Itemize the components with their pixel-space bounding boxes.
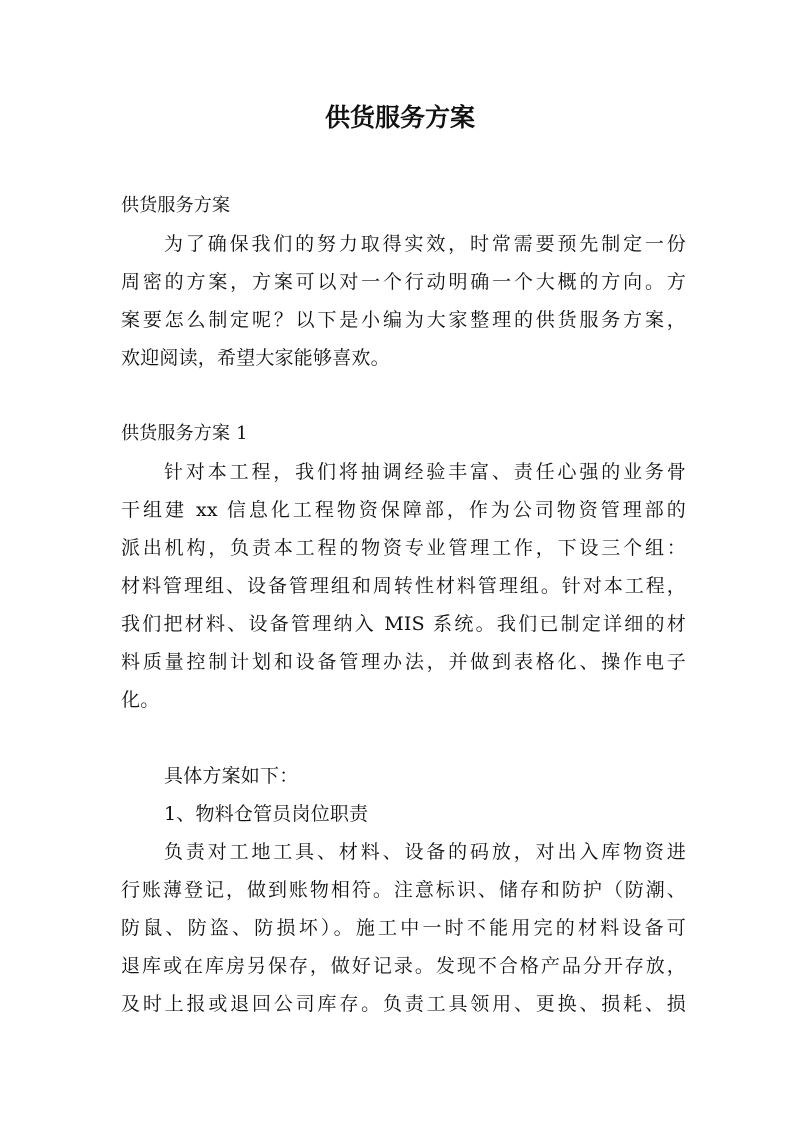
document-title: 供货服务方案 <box>324 103 475 132</box>
paragraph-line: 周密的方案，方案可以对一个行动明确一个大概的方向。方 <box>121 271 686 293</box>
intro-heading: 供货服务方案 <box>121 195 231 216</box>
paragraph-gap <box>121 377 686 415</box>
paragraph-line: 材料管理组、设备管理组和周转性材料管理组。针对本工程， <box>121 575 686 597</box>
paragraph-line: 退库或在库房另保存，做好记录。发现不合格产品分开存放， <box>121 955 686 977</box>
paragraph-line: 料质量控制计划和设备管理办法，并做到表格化、操作电子 <box>121 651 686 673</box>
paragraph-line: 为了确保我们的努力取得实效，时常需要预先制定一份 <box>164 233 686 255</box>
paragraph-line: 行账薄登记，做到账物相符。注意标识、储存和防护（防潮、 <box>121 879 686 901</box>
paragraph-line: 欢迎阅读，希望大家能够喜欢。 <box>121 347 390 369</box>
item-1-heading: 1、物料仓管员岗位职责 <box>164 803 369 825</box>
paragraph-line: 我们把材料、设备管理纳入 MIS 系统。我们已制定详细的材 <box>121 613 686 635</box>
document-body <box>121 187 686 1023</box>
paragraph-line: 针对本工程，我们将抽调经验丰富、责任心强的业务骨 <box>164 461 686 483</box>
section-1-paragraph <box>121 453 686 719</box>
intro-paragraph <box>121 225 686 377</box>
paragraph-line: 干组建 xx 信息化工程物资保障部，作为公司物资管理部的 <box>121 499 686 521</box>
paragraph-line: 案要怎么制定呢？以下是小编为大家整理的供货服务方案， <box>121 309 686 331</box>
paragraph-line: 防鼠、防盗、防损坏）。施工中一时不能用完的材料设备可 <box>121 917 686 939</box>
paragraph-gap <box>121 719 686 757</box>
section-1-heading: 供货服务方案 1 <box>121 423 248 444</box>
plan-intro: 具体方案如下： <box>164 765 299 787</box>
item-1-paragraph <box>121 833 686 1023</box>
paragraph-line: 派出机构，负责本工程的物资专业管理工作，下设三个组： <box>121 537 686 559</box>
paragraph-line: 及时上报或退回公司库存。负责工具领用、更换、损耗、损 <box>121 993 686 1015</box>
paragraph-line: 化。 <box>121 689 160 711</box>
paragraph-line: 负责对工地工具、材料、设备的码放，对出入库物资进 <box>164 841 686 863</box>
